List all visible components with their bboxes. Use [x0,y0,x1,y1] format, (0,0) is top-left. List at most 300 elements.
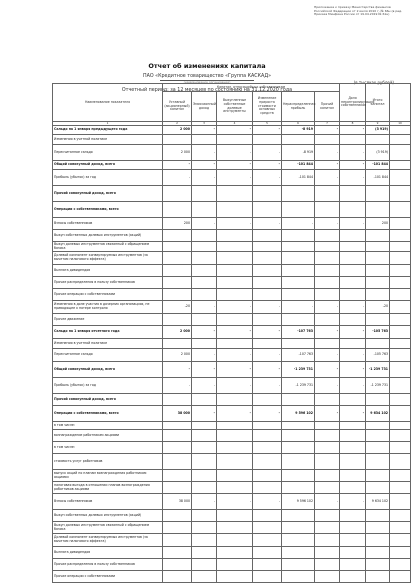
row-value [282,522,315,534]
row-value: 9 596 102 [282,406,315,422]
row-value [340,430,366,442]
row-value [282,442,315,454]
row-value [217,186,253,202]
row-value: - [315,161,340,170]
row-value [217,252,253,265]
row-extra-cell [390,422,411,430]
row-value [282,422,315,430]
row-value: - [340,170,366,186]
row-value: - [217,145,253,161]
row-value [340,510,366,522]
organization-name: ПАО «Кредитное товарищество «Группа КАСКАД» [142,74,272,79]
row-value [217,534,253,547]
row-value [282,135,315,145]
row-value [253,242,282,252]
row-value [253,314,282,326]
row-label: Пересчитанное сальдо [53,145,163,161]
row-value: - [340,378,366,394]
row-value [366,314,390,326]
row-value [253,470,282,482]
table-row [53,362,411,378]
row-value [192,430,217,442]
row-value [315,277,340,289]
row-value [282,314,315,326]
row-value [340,422,366,430]
row-value [163,135,192,145]
row-value: - [340,126,366,135]
table-row [53,301,411,314]
row-value [163,442,192,454]
table-row [53,218,411,230]
row-value: - [315,406,340,422]
row-value: - [163,362,192,378]
row-value: 2 000 [163,145,192,161]
row-value [217,394,253,406]
row-value [282,559,315,571]
row-value: 200 [163,218,192,230]
row-value [340,230,366,242]
row-value [163,277,192,289]
table-row [53,277,411,289]
row-value [253,135,282,145]
table-row [53,430,411,442]
row-value [366,422,390,430]
row-value [340,571,366,583]
row-value [192,202,217,218]
row-value: - [192,161,217,170]
organization-sublabel: (наименование организации) [183,80,231,84]
row-value: - [253,349,282,362]
row-label: Прочее движение [53,314,163,326]
row-value [253,559,282,571]
row-value [340,394,366,406]
row-value: -1 239 731 [282,378,315,394]
row-value [192,571,217,583]
row-value [366,339,390,349]
row-extra-cell [390,394,411,406]
table-row [53,339,411,349]
row-value [253,252,282,265]
row-label: Изменения в доле участия в дочерних организациях, не приводящее к потере контроля [53,301,163,314]
row-value: - [315,362,340,378]
row-value [366,559,390,571]
row-value [366,186,390,202]
col-index: 1 [53,122,163,126]
row-value [282,430,315,442]
row-extra-cell [390,406,411,422]
row-value [192,252,217,265]
row-value [282,265,315,277]
table-row [53,161,411,170]
row-label: Пересчитанное сальдо [53,349,163,362]
row-value [217,470,253,482]
row-value [315,422,340,430]
row-value: - [163,378,192,394]
col-header-share-premium: Эмиссионный доход [192,92,217,122]
row-extra-cell [390,362,411,378]
row-value: - [315,349,340,362]
row-value: 2 000 [163,326,192,339]
row-value: - [192,126,217,135]
row-value [253,510,282,522]
row-value [315,571,340,583]
row-value [366,202,390,218]
row-value [315,522,340,534]
row-value [192,289,217,301]
table-row [53,242,411,252]
row-value: - [282,218,315,230]
row-value [340,277,366,289]
col-index: 7 [315,122,340,126]
row-value: - [340,326,366,339]
row-value [217,339,253,349]
row-extra-cell [390,534,411,547]
row-value: -101 844 [282,161,315,170]
row-value [192,265,217,277]
table-row [53,547,411,559]
table-row [53,522,411,534]
row-value: - [253,161,282,170]
row-value [282,202,315,218]
row-value [340,559,366,571]
row-value [366,252,390,265]
table-row [53,378,411,394]
row-value: - [253,145,282,161]
row-value: - [340,494,366,510]
row-value [217,454,253,470]
row-value [192,547,217,559]
row-value: - [217,406,253,422]
row-value [282,186,315,202]
table-row [53,145,411,161]
row-value [340,454,366,470]
row-value [366,242,390,252]
row-value [192,534,217,547]
row-value [340,265,366,277]
row-value [192,339,217,349]
row-value: - [253,378,282,394]
row-value [340,135,366,145]
row-value [366,135,390,145]
row-value [163,571,192,583]
row-value: - [217,362,253,378]
row-label: Взносы собственников [53,218,163,230]
row-value [315,442,340,454]
row-extra-cell [390,170,411,186]
row-value: - [340,145,366,161]
row-value: -1 239 731 [366,378,390,394]
row-extra-cell [390,265,411,277]
row-extra-cell [390,314,411,326]
table-row [53,170,411,186]
row-value [217,277,253,289]
row-label: стоимость услуг работников [53,454,163,470]
row-label: Прочие операции с собственниками [53,289,163,301]
col-index: 9 [366,122,390,126]
row-value [163,482,192,494]
table-row [53,202,411,218]
row-value: - [217,494,253,510]
row-value [253,522,282,534]
row-extra-cell [390,522,411,534]
regulation-note: Приложение к приказу Министерства финансов Российской Федерации от 2 июля 2010 г. № 66н (в ред. Приказа Минфина России от 19.04.2019 № 61н) [314,5,403,17]
row-value [192,559,217,571]
row-label: Прочие распределения в пользу собственников [53,277,163,289]
col-header-other-capital: Прочий капитал [315,92,340,122]
row-value: - [192,494,217,510]
row-extra-cell [390,277,411,289]
row-label: Прибыль (убыток) за год [53,378,163,394]
row-value: - [253,494,282,510]
col-index: 4 [217,122,253,126]
row-value: - [315,301,340,314]
row-value: 2 000 [163,126,192,135]
row-value: -8 919 [282,145,315,161]
row-value [163,422,192,430]
col-index: 2 [163,122,192,126]
row-value: 38 000 [163,406,192,422]
row-value: - [315,378,340,394]
row-value [315,547,340,559]
row-value [340,534,366,547]
row-value [253,277,282,289]
row-value: -8 919 [282,126,315,135]
row-extra-cell [390,301,411,314]
table-row [53,394,411,406]
row-value [192,242,217,252]
row-value [217,314,253,326]
row-value [217,430,253,442]
row-value: 9 634 102 [366,494,390,510]
row-value: - [192,145,217,161]
row-value: - [192,406,217,422]
row-value [192,314,217,326]
row-value [163,470,192,482]
row-value [315,430,340,442]
row-value: - [217,326,253,339]
table-row [53,326,411,339]
row-value [366,534,390,547]
table-row [53,349,411,362]
row-value [340,470,366,482]
table-row [53,406,411,422]
row-value [253,186,282,202]
row-value: -101 844 [366,170,390,186]
row-value: - [217,378,253,394]
row-value [366,230,390,242]
row-value [163,522,192,534]
table-row [53,559,411,571]
row-label: Прочие операции с собственниками [53,571,163,583]
row-value [253,547,282,559]
row-label: Выкуп долевых инструментов связанный с обращением базиса [53,522,163,534]
row-value [340,314,366,326]
row-value [217,482,253,494]
row-value [366,522,390,534]
row-value: - [340,218,366,230]
row-value: -20 [366,301,390,314]
table-row [53,422,411,430]
row-value [253,571,282,583]
row-label: Общий совокупный доход, всего [53,362,163,378]
row-value [282,482,315,494]
row-label: Долевой компонент конвертируемых инструментов (за вычетом налогового эффекта) [53,252,163,265]
row-label: Общий совокупный доход, всего [53,161,163,170]
row-value: - [282,301,315,314]
row-extra-cell [390,230,411,242]
unit-label: (в тысячах рублей) [353,80,394,85]
row-extra-cell [390,186,411,202]
row-extra-cell [390,547,411,559]
row-value: - [253,218,282,230]
table-row [53,442,411,454]
row-value [217,522,253,534]
row-value [315,559,340,571]
row-value [366,470,390,482]
row-value [163,265,192,277]
row-value: -101 844 [282,170,315,186]
row-value [253,442,282,454]
row-value [366,571,390,583]
row-value: - [315,326,340,339]
row-value [340,252,366,265]
row-value: 200 [366,218,390,230]
row-extra-cell [390,289,411,301]
row-value [217,265,253,277]
col-index: 10 [390,122,411,126]
col-header-name: Наименование показателя [53,84,163,122]
row-value [340,482,366,494]
row-value: - [217,126,253,135]
row-value: - [217,218,253,230]
row-value [366,265,390,277]
row-value [315,454,340,470]
row-value [340,339,366,349]
row-value: -107 763 [282,326,315,339]
row-value [282,470,315,482]
row-value: - [163,170,192,186]
col-index: 6 [282,122,315,126]
row-value [282,510,315,522]
row-value [253,394,282,406]
row-value [282,547,315,559]
row-label: Прибыль (убыток) за год [53,170,163,186]
row-value: 38 000 [163,494,192,510]
row-value [163,230,192,242]
row-value [192,470,217,482]
row-value: - [253,326,282,339]
row-value [192,186,217,202]
row-value [315,202,340,218]
row-value [282,242,315,252]
row-label: Операции с собственниками, всего [53,202,163,218]
row-value [340,522,366,534]
table-row [53,470,411,482]
row-value: -1 239 731 [366,362,390,378]
col-header-treasury-shares: Выкупленные собственные долевые инструменты [217,92,253,122]
row-value: - [192,218,217,230]
row-extra-cell [390,482,411,494]
row-value [315,534,340,547]
row-value [192,522,217,534]
row-extra-cell [390,218,411,230]
row-extra-cell [390,252,411,265]
row-value [366,289,390,301]
row-value [192,230,217,242]
row-value [192,442,217,454]
row-value [163,394,192,406]
row-extra-cell [390,470,411,482]
row-value [340,186,366,202]
row-value: 2 000 [163,349,192,362]
row-value [282,230,315,242]
row-value [253,422,282,430]
row-value [192,422,217,430]
table-row [53,230,411,242]
row-value: -105 763 [366,326,390,339]
row-value: -105 763 [366,349,390,362]
row-value [217,202,253,218]
row-value: - [192,301,217,314]
row-value: 9 596 102 [282,494,315,510]
table-row [53,252,411,265]
col-header-extra [390,84,411,122]
row-value: - [192,326,217,339]
row-value: - [217,301,253,314]
row-extra-cell [390,454,411,470]
row-value: -101 844 [366,161,390,170]
row-value [253,265,282,277]
table-row [53,454,411,470]
row-value [315,510,340,522]
row-value [163,510,192,522]
row-value [315,252,340,265]
row-extra-cell [390,378,411,394]
row-label: Сальдо на 1 января предыдущего года [53,126,163,135]
row-label: Прочий совокупный доход, всего [53,186,163,202]
row-extra-cell [390,339,411,349]
row-value [217,559,253,571]
row-value [192,482,217,494]
row-label: Взносы собственников [53,494,163,510]
row-label: выпуск акций по планам вознаграждения работникам акциями [53,470,163,482]
row-value [217,442,253,454]
row-value [217,135,253,145]
row-value: - [217,161,253,170]
row-label: налоговая выгода в отношении планов вознаграждения работников акциями [53,482,163,494]
row-extra-cell [390,161,411,170]
row-value [253,339,282,349]
row-value [340,547,366,559]
row-value [217,510,253,522]
row-value [163,339,192,349]
col-header-attributable: Капитал, относящийся к собственникам [163,84,340,92]
table-row [53,534,411,547]
row-value [192,135,217,145]
row-value: 9 634 102 [366,406,390,422]
row-value: (3 919) [366,145,390,161]
table-row [53,571,411,583]
row-value: - [192,362,217,378]
row-value: - [340,161,366,170]
row-label: в том числе: [53,422,163,430]
row-value: - [217,170,253,186]
report-title: Отчет об изменениях капитала [148,62,266,70]
row-value [282,534,315,547]
row-value [163,454,192,470]
row-value: - [340,349,366,362]
row-value [315,289,340,301]
